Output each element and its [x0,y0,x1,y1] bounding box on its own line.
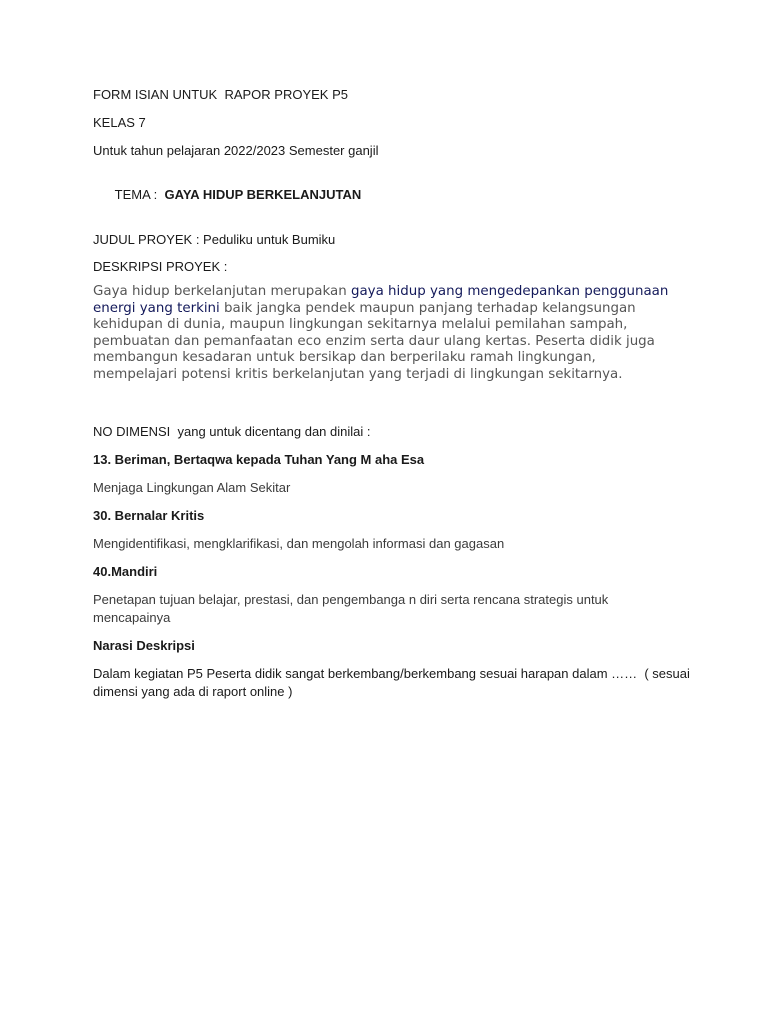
tema-line [93,168,693,222]
deskripsi-label: DESKRIPSI PROYEK : [93,259,228,274]
dimensi-detail-3-line1: Penetapan tujuan belajar, prestasi, dan pengembanga n diri serta rencana strategis untuk [93,591,609,607]
tema-label: TEMA : [114,187,165,202]
deskripsi-part2: baik jangka pendek maupun panjang terhadap kelangsungan kehidupan di dunia, maupun lingkungan sekitarnya melalui pemilahan sampah, pembuatan dan pemanfaatan eco enzim serta daur ulang kertas. Peserta didik juga membangun kesadaran untuk bersikap dan berperilaku ramah lingkungan, mempelajari potensi kritis berkelanjutan yang terjadi di lingkungan sekitarnya. [93,300,655,382]
kelas-line: KELAS 7 [93,115,146,130]
deskripsi-highlight: gaya hidup yang mengedepankan penggunaan energi yang terkini [93,284,669,316]
narasi-line1: Dalam kegiatan P5 Peserta didik sangat berkembang/berkembang sesuai harapan dalam …… ( sesuai [93,665,690,681]
dimensi-heading-3: 40.Mandiri [93,563,158,579]
tahun-line: Untuk tahun pelajaran 2022/2023 Semester ganjil [93,143,379,158]
dimensi-detail-2: Mengidentifikasi, mengklarifikasi, dan mengolah informasi dan gagasan [93,535,505,551]
form-title: FORM ISIAN UNTUK RAPOR PROYEK P5 [93,87,348,102]
deskripsi-paragraph [93,284,683,384]
deskripsi-part1: Gaya hidup berkelanjutan merupakan [93,284,351,299]
narasi-line2: dimensi yang ada di raport online ) [93,683,293,699]
tema-value: GAYA HIDUP BERKELANJUTAN [164,187,362,202]
dimensi-detail-3-line2: mencapainya [93,609,171,625]
narasi-heading: Narasi Deskripsi [93,637,195,653]
dimensi-heading-2: 30. Bernalar Kritis [93,507,205,523]
judul-line: JUDUL PROYEK : Peduliku untuk Bumiku [93,232,336,247]
dimensi-intro: NO DIMENSI yang untuk dicentang dan dinilai : [93,423,371,439]
dimensi-detail-1: Menjaga Lingkungan Alam Sekitar [93,479,291,495]
document-body [93,86,693,701]
dimensi-heading-1: 13. Beriman, Bertaqwa kepada Tuhan Yang M aha Esa [93,451,425,467]
